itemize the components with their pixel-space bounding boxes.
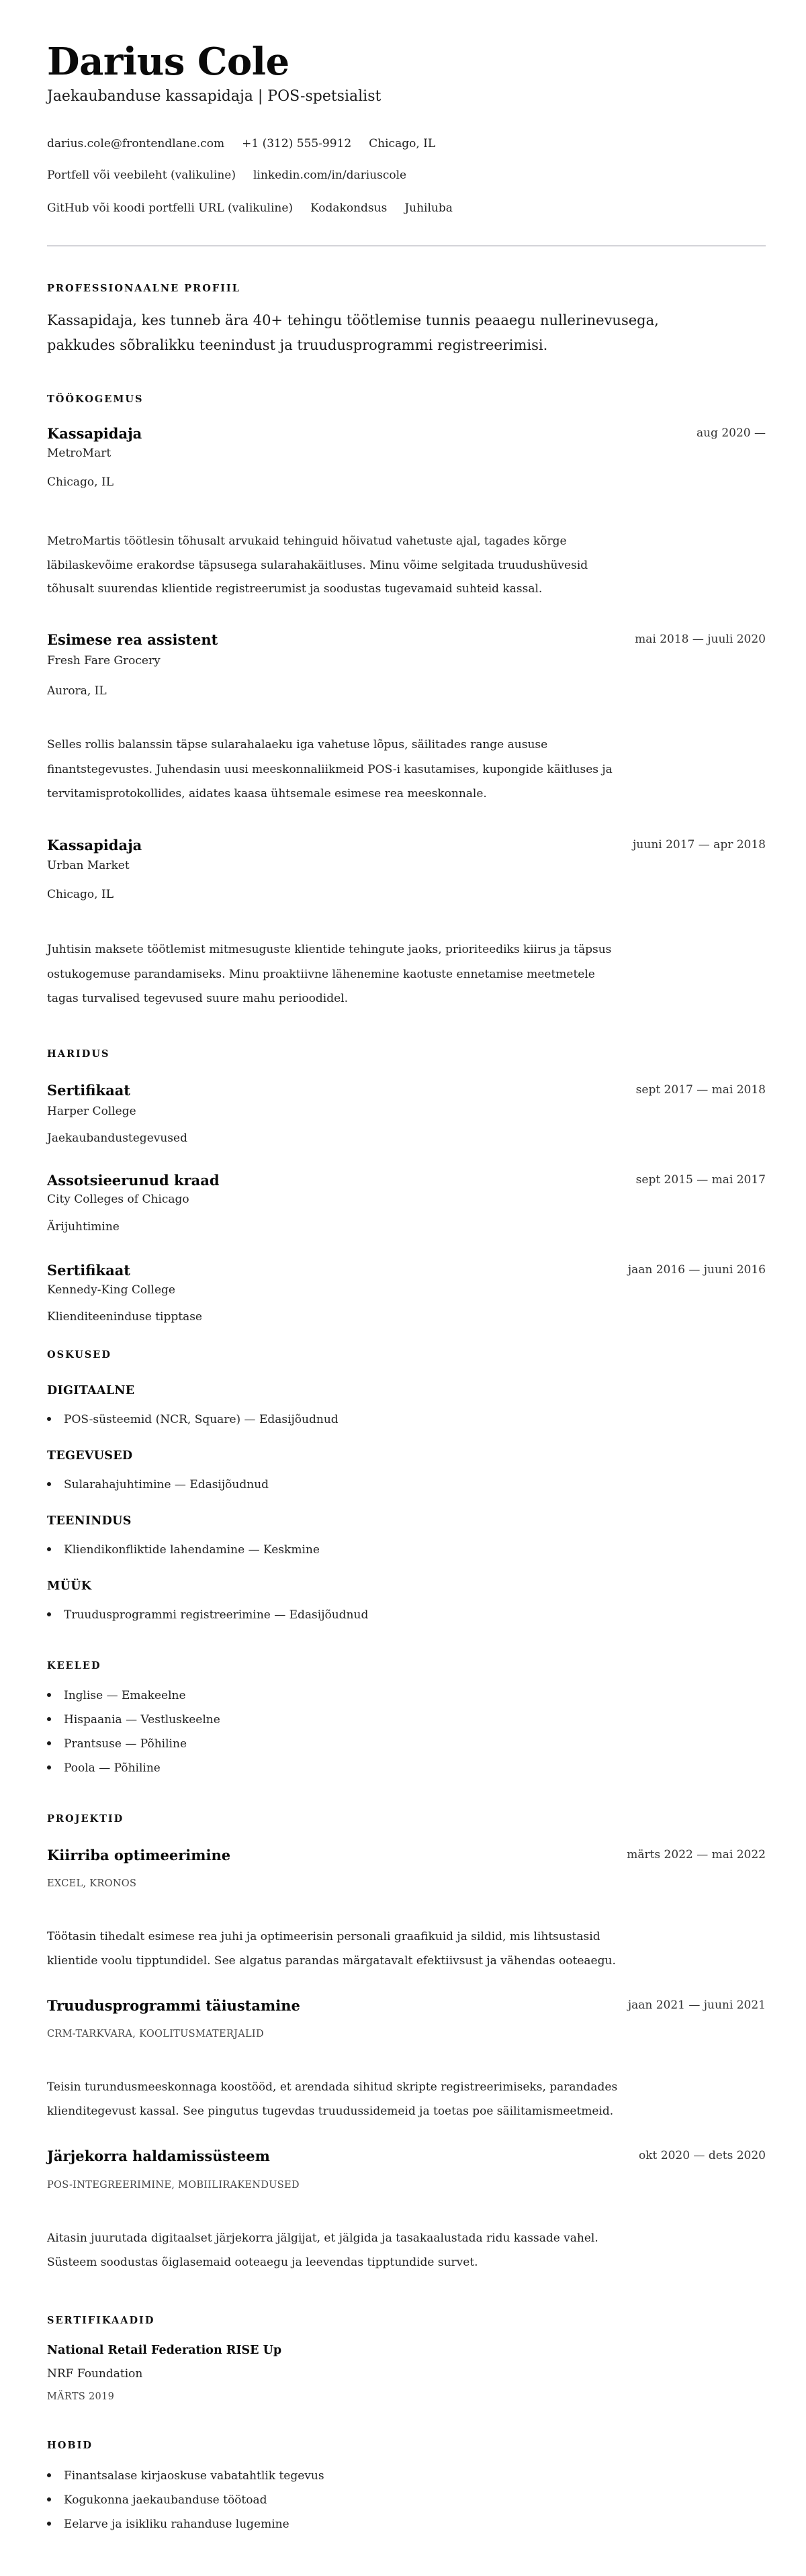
citizenship-text: Kodakondsus	[310, 201, 388, 215]
project-description-line: klienditegevust kassal. See pingutus tugevdas truudussidemeid ja toetas poe säilitamismeetmeid.	[47, 2105, 614, 2118]
job-description-line: ostukogemuse parandamiseks. Minu proaktiivne lähenemine kaotuste ennetamise meetmetele	[47, 968, 595, 981]
skill-item: POS-süsteemid (NCR, Square) — Edasijõudnud	[47, 1414, 339, 1426]
language-item: Prantsuse — Põhiline	[47, 1739, 187, 1750]
bullet-icon	[47, 2522, 51, 2526]
bullet-icon	[47, 2473, 51, 2477]
bullet-icon	[47, 1717, 51, 1721]
location-text: Chicago, IL	[369, 137, 436, 150]
project-dates: märts 2022 — mai 2022	[627, 1848, 766, 1861]
skill-category-service: TEENINDUS	[47, 1514, 132, 1528]
education-dates: sept 2015 — mai 2017	[635, 1173, 766, 1187]
contact-line-3	[47, 203, 470, 214]
education-field: Ärijuhtimine	[47, 1220, 120, 1234]
bullet-icon	[47, 1482, 51, 1486]
project-description-line: klientide voolu tipptundidel. See algatus parandas märgatavalt efektiivsust ja vähendas ooteaegu.	[47, 1954, 616, 1968]
language-item: Poola — Põhiline	[47, 1763, 161, 1774]
job-title: Kassapidaja	[47, 837, 142, 854]
section-heading-hobbies: HOBID	[47, 2440, 93, 2451]
profile-text-line: Kassapidaja, kes tunneb ära 40+ tehingu töötlemise tunnis peaaegu nullerinevusega,	[47, 312, 659, 328]
section-heading-profile: PROFESSIONAALNE PROFIIL	[47, 283, 240, 294]
bullet-icon	[47, 1693, 51, 1697]
job-location: Aurora, IL	[47, 684, 107, 698]
hobby-item: Kogukonna jaekaubanduse töötoad	[47, 2495, 267, 2506]
hobby-item: Finantsalase kirjaoskuse vabatahtlik tegevus	[47, 2471, 324, 2482]
job-dates: juuni 2017 — apr 2018	[633, 838, 766, 852]
bullet-icon	[47, 1547, 51, 1551]
phone-link[interactable]: +1 (312) 555-9912	[242, 137, 352, 150]
portfolio-link[interactable]: Portfell või veebileht (valikuline)	[47, 169, 236, 182]
job-dates: aug 2020 —	[696, 426, 766, 440]
project-title: Järjekorra haldamissüsteem	[47, 2148, 270, 2164]
education-degree: Sertifikaat	[47, 1262, 131, 1279]
project-description-line: Teisin turundusmeeskonnaga koostööd, et arendada sihitud skripte registreerimiseks, parandades	[47, 2080, 618, 2094]
education-school: City Colleges of Chicago	[47, 1193, 189, 1206]
project-dates: okt 2020 — dets 2020	[638, 2149, 766, 2162]
section-heading-skills: OSKUSED	[47, 1349, 111, 1361]
job-title: Kassapidaja	[47, 425, 142, 442]
section-heading-languages: KEELED	[47, 1660, 101, 1671]
job-title: Esimese rea assistent	[47, 631, 218, 648]
job-description-line: Selles rollis balanssin täpse sularahalaeku iga vahetuse lõpus, säilitades range aususe	[47, 738, 548, 751]
project-tech: CRM-TARKVARA, KOOLITUSMATERJALID	[47, 2029, 264, 2039]
education-school: Harper College	[47, 1105, 136, 1118]
section-heading-experience: TÖÖKOGEMUS	[47, 394, 144, 405]
bullet-icon	[47, 1417, 51, 1421]
project-description-line: Töötasin tihedalt esimese rea juhi ja optimeerisin personali graafikuid ja sildid, mis lihtsustasid	[47, 1930, 600, 1943]
job-description-line: läbilaskevõime erakordse täpsusega sularahakäitluses. Minu võime selgitada truudushüvesid	[47, 559, 588, 572]
section-heading-education: HARIDUS	[47, 1048, 110, 1060]
education-field: Klienditeeninduse tipptase	[47, 1310, 202, 1324]
job-company: Fresh Fare Grocery	[47, 654, 161, 668]
certification-date: MÄRTS 2019	[47, 2391, 115, 2402]
section-heading-projects: PROJEKTID	[47, 1813, 124, 1825]
project-tech: EXCEL, KRONOS	[47, 1878, 137, 1889]
project-description-line: Aitasin juurutada digitaalset järjekorra jälgijat, et jälgida ja tasakaalustada ridu kassade vahel.	[47, 2232, 598, 2245]
education-degree: Assotsieerunud kraad	[47, 1172, 220, 1189]
job-location: Chicago, IL	[47, 475, 114, 489]
contact-line-2	[47, 170, 424, 181]
project-tech: POS-INTEGREERIMINE, MOBIILIRAKENDUSED	[47, 2180, 300, 2191]
skill-item: Truudusprogrammi registreerimine — Edasijõudnud	[47, 1610, 368, 1621]
job-description-line: Juhtisin maksete töötlemist mitmesuguste klientide tehingute jaoks, prioriteediks kiirus ja täpsus	[47, 943, 612, 956]
education-field: Jaekaubandustegevused	[47, 1132, 187, 1145]
project-description-line: Süsteem soodustas õiglasemaid ooteaegu ja leevendas tipptundide survet.	[47, 2256, 478, 2269]
drivers-license-text: Juhiluba	[404, 201, 453, 215]
bullet-icon	[47, 1765, 51, 1769]
candidate-name: Darius Cole	[47, 40, 289, 84]
bullet-icon	[47, 2497, 51, 2501]
bullet-icon	[47, 1612, 51, 1616]
job-company: MetroMart	[47, 447, 111, 460]
hobby-item: Eelarve ja isikliku rahanduse lugemine	[47, 2519, 289, 2530]
education-school: Kennedy-King College	[47, 1283, 175, 1297]
education-dates: jaan 2016 — juuni 2016	[627, 1263, 766, 1277]
linkedin-link[interactable]: linkedin.com/in/dariuscole	[253, 169, 407, 182]
job-description-line: tagas turvalised tegevused suure mahu perioodidel.	[47, 992, 349, 1005]
job-description-line: tõhusalt suurendas klientide registreerumist ja soodustas tugevamaid suhteid kassal.	[47, 582, 543, 596]
skill-category-operations: TEGEVUSED	[47, 1449, 133, 1463]
header-divider	[47, 245, 766, 246]
language-item: Inglise — Emakeelne	[47, 1690, 186, 1702]
project-title: Truudusprogrammi täiustamine	[47, 1997, 300, 2014]
job-location: Chicago, IL	[47, 888, 114, 901]
bullet-icon	[47, 1741, 51, 1745]
job-dates: mai 2018 — juuli 2020	[635, 633, 766, 646]
skill-category-digital: DIGITAALNE	[47, 1384, 135, 1397]
education-degree: Sertifikaat	[47, 1082, 131, 1099]
section-heading-certifications: SERTIFIKAADID	[47, 2315, 155, 2326]
education-dates: sept 2017 — mai 2018	[635, 1083, 766, 1097]
github-link[interactable]: GitHub või koodi portfelli URL (valikuline)	[47, 201, 294, 215]
certification-org: NRF Foundation	[47, 2367, 143, 2381]
skill-category-sales: MÜÜK	[47, 1579, 92, 1593]
candidate-subtitle: Jaekaubanduse kassapidaja | POS-spetsialist	[47, 88, 382, 105]
job-description-line: finantstegevustes. Juhendasin uusi meeskonnaliikmeid POS-i kasutamises, kupongide käitluses ja	[47, 763, 613, 776]
project-dates: jaan 2021 — juuni 2021	[627, 1998, 766, 2012]
certification-name: National Retail Federation RISE Up	[47, 2344, 282, 2357]
email-link[interactable]: darius.cole@frontendlane.com	[47, 137, 225, 150]
job-description-line: MetroMartis töötlesin tõhusalt arvukaid tehinguid hõivatud vahetuste ajal, tagades kõrge	[47, 535, 567, 548]
skill-item: Kliendikonfliktide lahendamine — Keskmine	[47, 1545, 320, 1556]
profile-text-line: pakkudes sõbralikku teenindust ja truudusprogrammi registreerimisi.	[47, 337, 548, 353]
contact-line-1	[47, 138, 453, 150]
job-description-line: tervitamisprotokollides, aidates kaasa ühtsemale esimese rea meeskonnale.	[47, 787, 487, 800]
project-title: Kiirriba optimeerimine	[47, 1847, 231, 1864]
language-item: Hispaania — Vestluskeelne	[47, 1714, 220, 1726]
job-company: Urban Market	[47, 859, 130, 872]
skill-item: Sularahajuhtimine — Edasijõudnud	[47, 1479, 269, 1491]
